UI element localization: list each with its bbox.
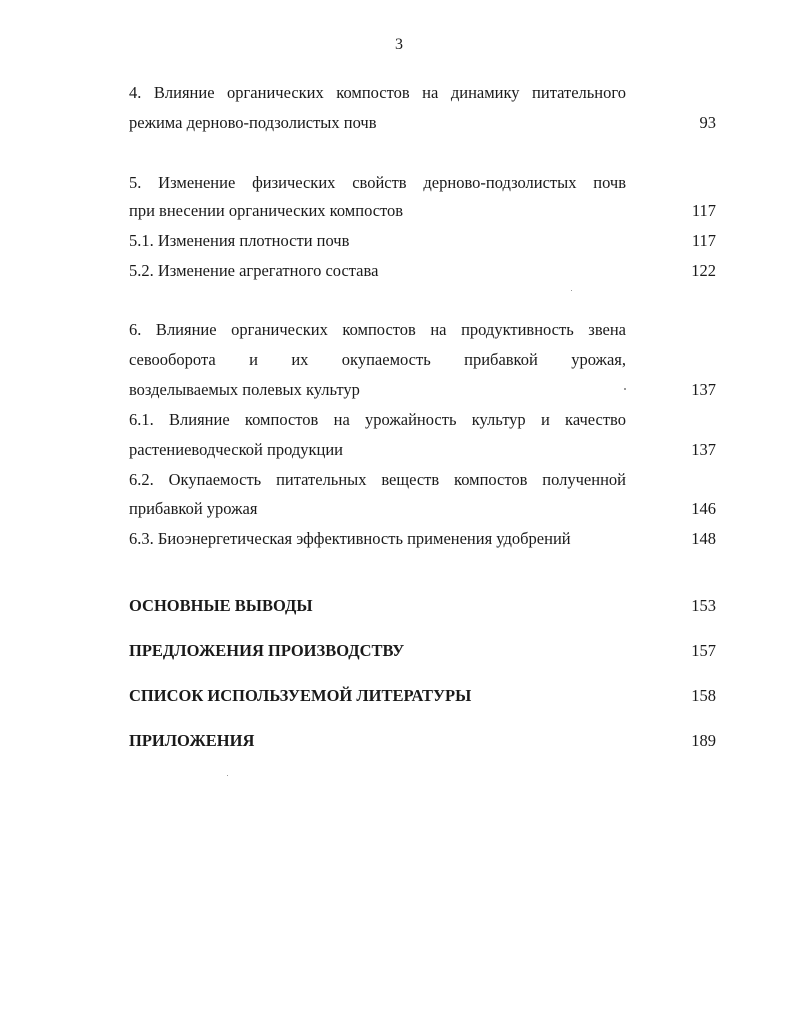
- toc-line: севооборота и их окупаемость прибавкой урожая,: [129, 350, 626, 369]
- toc-page-number: 137: [691, 380, 716, 399]
- toc-line: 6.3. Биоэнергетическая эффективность применения удобрений: [129, 529, 571, 548]
- toc-page-number: 117: [691, 201, 716, 220]
- toc-line: при внесении органических компостов: [129, 201, 404, 220]
- toc-line: растениеводческой продукции: [129, 440, 344, 459]
- scan-speck: [227, 775, 228, 776]
- toc-line: прибавкой урожая: [129, 499, 258, 518]
- toc-page-number: 148: [691, 529, 716, 548]
- toc-heading: ОСНОВНЫЕ ВЫВОДЫ: [129, 596, 313, 615]
- toc-page-number: 158: [691, 686, 716, 705]
- page-number: 3: [395, 36, 403, 53]
- toc-line: 5. Изменение физических свойств дерново-подзолистых почв: [129, 173, 626, 192]
- toc-line: 6.2. Окупаемость питательных веществ компостов полученной: [129, 470, 626, 489]
- toc-line: 4. Влияние органических компостов на динамику питательного: [129, 83, 626, 102]
- toc-page-number: 146: [691, 499, 716, 518]
- toc-line: режима дерново-подзолистых почв: [129, 113, 377, 132]
- scan-speck: [571, 290, 572, 291]
- toc-page-number: 122: [691, 261, 716, 280]
- toc-page-number: 93: [699, 113, 716, 132]
- toc-page-number: 189: [691, 731, 716, 750]
- scan-speck: [624, 388, 626, 390]
- toc-line: 5.2. Изменение агрегатного состава: [129, 261, 379, 280]
- toc-line: 5.1. Изменения плотности почв: [129, 231, 350, 250]
- toc-line: 6.1. Влияние компостов на урожайность культур и качество: [129, 410, 626, 429]
- toc-line: 6. Влияние органических компостов на продуктивность звена: [129, 320, 626, 339]
- toc-line: возделываемых полевых культур: [129, 380, 360, 399]
- toc-page-number: 153: [691, 596, 716, 615]
- toc-heading: СПИСОК ИСПОЛЬЗУЕМОЙ ЛИТЕРАТУРЫ: [129, 686, 472, 705]
- toc-page-number: 157: [691, 641, 716, 660]
- toc-heading: ПРЕДЛОЖЕНИЯ ПРОИЗВОДСТВУ: [129, 641, 405, 660]
- toc-heading: ПРИЛОЖЕНИЯ: [129, 731, 255, 750]
- toc-page-number: 137: [691, 440, 716, 459]
- toc-page-number: 117: [691, 231, 716, 250]
